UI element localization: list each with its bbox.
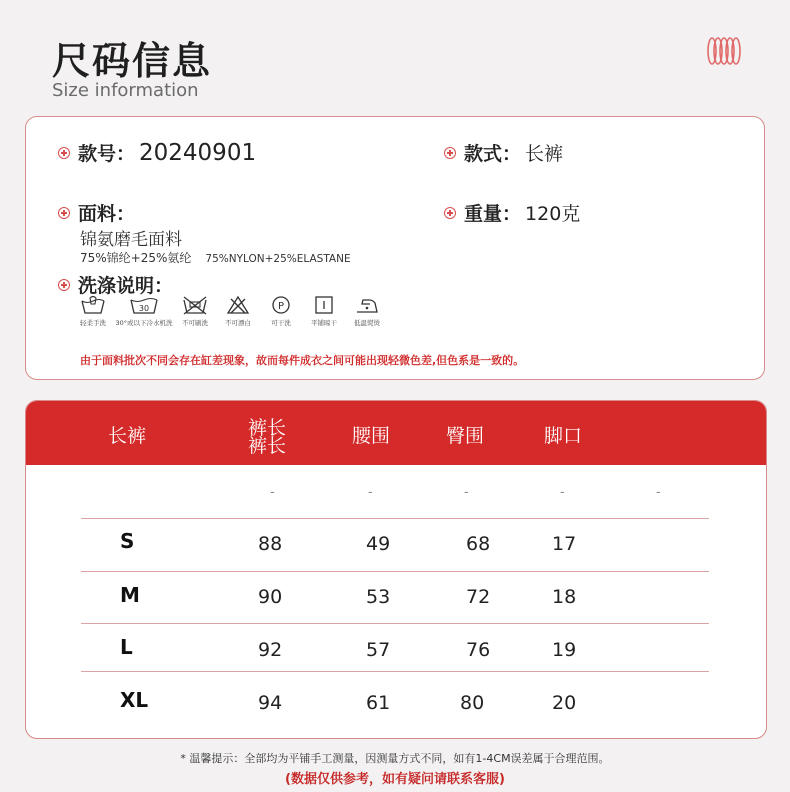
no-bleach-icon <box>226 295 250 315</box>
fabric-name: 锦氨磨毛面料 <box>80 230 182 250</box>
svg-text:30: 30 <box>138 304 150 313</box>
reference-note: (数据仅供参考，如有疑问请联系客服) <box>285 772 505 787</box>
dry-clean-p-icon <box>270 295 292 315</box>
flat-shade-dry-icon <box>313 295 335 315</box>
plus-circle-icon <box>58 207 70 219</box>
plus-circle-icon <box>444 147 456 159</box>
care-item: 低温熨烫 <box>348 295 386 327</box>
placeholder-dash: - <box>656 485 661 500</box>
page-title: 尺码信息 <box>52 39 213 83</box>
placeholder-dash: - <box>368 485 373 500</box>
low-iron-icon <box>354 295 380 315</box>
care-item: 不可刷洗 <box>176 295 214 327</box>
weight-field: 重量： 120克 <box>444 199 580 226</box>
gentle-hand-wash-icon <box>80 295 106 315</box>
rings-icon <box>706 36 742 66</box>
care-item: 轻柔手洗 <box>74 295 112 327</box>
header-cell: 长裤 <box>108 425 147 447</box>
plus-circle-icon <box>58 279 70 291</box>
care-item: P 可干洗 <box>262 295 300 327</box>
measurement-tip: * 温馨提示：全部均为平铺手工测量，因测量方式不同，如有1-4CM误差属于合理范围。 <box>180 752 610 765</box>
placeholder-dash: - <box>270 485 275 500</box>
row-divider <box>81 571 709 572</box>
product-info-card <box>25 116 765 380</box>
care-field: 洗涤说明： <box>58 271 173 298</box>
care-item: 平铺晾干 <box>305 295 343 327</box>
page-subtitle: Size information <box>52 80 199 101</box>
header-cell: 臀围 <box>446 425 485 447</box>
care-item: 30 30°或以下冷水机洗 <box>117 295 171 327</box>
machine-wash-30-icon <box>129 295 159 315</box>
care-item: 不可漂白 <box>219 295 257 327</box>
style-value: 长裤 <box>525 143 564 165</box>
row-divider <box>81 623 709 624</box>
table-header <box>26 401 766 465</box>
header-cell: 裤长 裤长 <box>248 417 287 458</box>
header-cell: 脚口 <box>544 425 583 447</box>
placeholder-dash: - <box>464 485 469 500</box>
no-brush-icon <box>182 295 208 315</box>
svg-text:P: P <box>277 301 285 312</box>
care-icons <box>74 295 391 327</box>
row-divider <box>81 671 709 672</box>
color-notice: 由于面料批次不同会存在缸差现象，故而每件成衣之间可能出现轻微色差,但色系是一致的。 <box>80 354 525 367</box>
plus-circle-icon <box>58 147 70 159</box>
row-divider <box>81 518 709 519</box>
fabric-field: 面料： <box>58 199 135 226</box>
header-cell: 腰围 <box>352 425 391 447</box>
placeholder-dash: - <box>560 485 565 500</box>
size-table: 长裤 裤长 裤长 腰围 臀围 脚口 - - - - - S 88 49 68 17 M 90 53 72 18 L 92 57 76 19 XL 94 61 80 20 <box>25 400 767 739</box>
weight-value: 120克 <box>525 203 581 225</box>
fabric-composition: 75%锦纶+25%氨纶 75%NYLON+25%ELASTANE <box>80 251 351 265</box>
style-field: 款式： 长裤 <box>444 139 563 166</box>
style-number-value: 20240901 <box>139 140 257 166</box>
plus-circle-icon <box>444 207 456 219</box>
style-number-field: 款号： 20240901 <box>58 139 256 166</box>
